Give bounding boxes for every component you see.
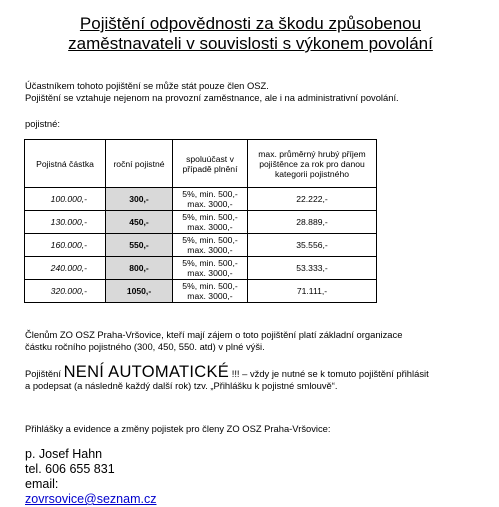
cell-max-income: 71.111,- [248,280,377,303]
contact-name: p. Josef Hahn [25,447,103,461]
table-row [25,211,377,234]
table-label: pojistné: [25,118,60,129]
header-deductible: spoluúčast v případě plnění [173,140,248,188]
table-row [25,280,377,303]
header-insured-amount: Pojistná částka [25,140,106,188]
table-row [25,257,377,280]
members-note [25,329,402,353]
cell-amount: 160.000,- [25,234,106,257]
table-header-row [25,140,377,188]
page-title [28,14,473,54]
deductible-line-2: max. 3000,- [187,268,233,278]
cell-max-income: 22.222,- [248,188,377,211]
email-label: email: [25,477,59,491]
contact-email-line [25,477,156,507]
cell-premium: 1050,- [106,280,173,303]
premium-table [24,139,377,303]
header-annual-premium: roční pojistné [106,140,173,188]
deductible-line-1: 5%, min. 500,- [182,189,238,199]
applications-note: Přihlášky a evidence a změny pojistek pro členy ZO OSZ Praha-Vršovice: [25,423,331,434]
deductible-line-1: 5%, min. 500,- [182,258,238,268]
table-row [25,188,377,211]
cell-deductible [173,234,248,257]
title-line-2: zaměstnavateli v souvislosti s výkonem povolání [68,34,433,53]
contact-phone: tel. 606 655 831 [25,462,115,476]
deductible-line-1: 5%, min. 500,- [182,212,238,222]
cell-premium: 800,- [106,257,173,280]
title-line-1: Pojištění odpovědnosti za škodu způsobenou [79,14,422,33]
intro-line-1: Účastníkem tohoto pojištění se může stát pouze člen OSZ. [25,80,269,91]
contact-block [25,447,156,507]
deductible-line-2: max. 3000,- [187,199,233,209]
deductible-line-2: max. 3000,- [187,222,233,232]
intro-paragraph [25,80,399,104]
cell-deductible [173,280,248,303]
cell-amount: 240.000,- [25,257,106,280]
notice-prefix: Pojištění [25,368,64,379]
deductible-line-2: max. 3000,- [187,245,233,255]
cell-amount: 130.000,- [25,211,106,234]
cell-amount: 100.000,- [25,188,106,211]
table-row [25,234,377,257]
cell-deductible [173,188,248,211]
deductible-line-1: 5%, min. 500,- [182,235,238,245]
cell-amount: 320.000,- [25,280,106,303]
cell-max-income: 28.889,- [248,211,377,234]
members-note-line-2: částku ročního pojistného (300, 450, 550. atd) v plné výši. [25,341,265,352]
deductible-line-1: 5%, min. 500,- [182,281,238,291]
header-max-income: max. průměrný hrubý příjem pojištěnce za rok pro danou kategorii pojistného [248,140,377,188]
notice-paragraph [25,363,429,392]
intro-line-2: Pojištění se vztahuje nejenom na provozní zaměstnance, ale i na administrativní povolání. [25,92,399,103]
cell-deductible [173,257,248,280]
notice-line-2: a podepsat (a následně každý další rok) tzv. „Přihlášku k pojistné smlouvě“. [25,380,338,391]
cell-max-income: 53.333,- [248,257,377,280]
notice-line-1 [25,363,429,381]
cell-premium: 550,- [106,234,173,257]
cell-deductible [173,211,248,234]
notice-emphasis: NENÍ AUTOMATICKÉ [63,363,230,381]
cell-premium: 450,- [106,211,173,234]
members-note-line-1: Členům ZO OSZ Praha-Vršovice, kteří mají zájem o toto pojištění platí základní organizace [25,329,403,340]
email-link[interactable]: zovrsovice@seznam.cz [25,492,157,506]
cell-premium: 300,- [106,188,173,211]
deductible-line-2: max. 3000,- [187,291,233,301]
cell-max-income: 35.556,- [248,234,377,257]
notice-suffix: !!! – vždy je nutné se k tomuto pojištění přihlásit [229,368,429,379]
